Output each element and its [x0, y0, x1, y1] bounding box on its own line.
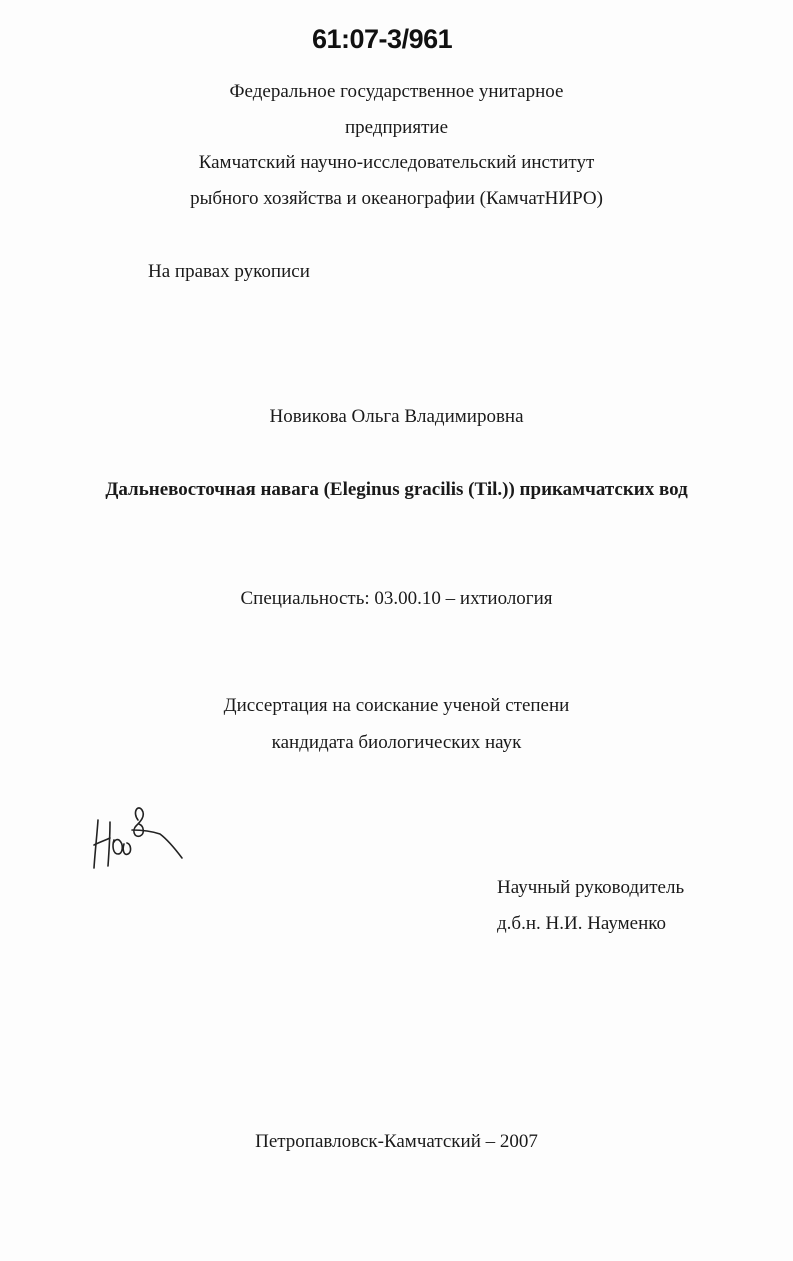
degree-line-2: кандидата биологических наук — [271, 732, 522, 753]
author-name: Новикова Ольга Владимировна — [269, 406, 524, 427]
org-name-line-1: Федеральное государственное унитарное — [229, 81, 564, 102]
specialty: Специальность: 03.00.10 – ихтиология — [240, 588, 553, 609]
handwritten-signature — [88, 800, 188, 874]
org-name-line-4: рыбного хозяйства и океанографии (КамчатНИРО) — [190, 188, 603, 209]
supervisor-label: Научный руководитель — [497, 877, 685, 898]
supervisor-name: д.б.н. Н.И. Науменко — [497, 913, 667, 934]
degree-line-1: Диссертация на соискание ученой степени — [223, 695, 570, 716]
org-name-line-3: Камчатский научно-исследовательский институт — [198, 152, 595, 173]
manuscript-rights-note: На правах рукописи — [148, 261, 310, 282]
place-and-year: Петропавловск-Камчатский – 2007 — [255, 1131, 538, 1152]
archive-stamp-code: 61:07-3/961 — [312, 24, 453, 54]
org-name-line-2: предприятие — [345, 117, 448, 138]
dissertation-title: Дальневосточная навага (Eleginus gracilis (Til.)) прикамчатских вод — [105, 479, 688, 500]
